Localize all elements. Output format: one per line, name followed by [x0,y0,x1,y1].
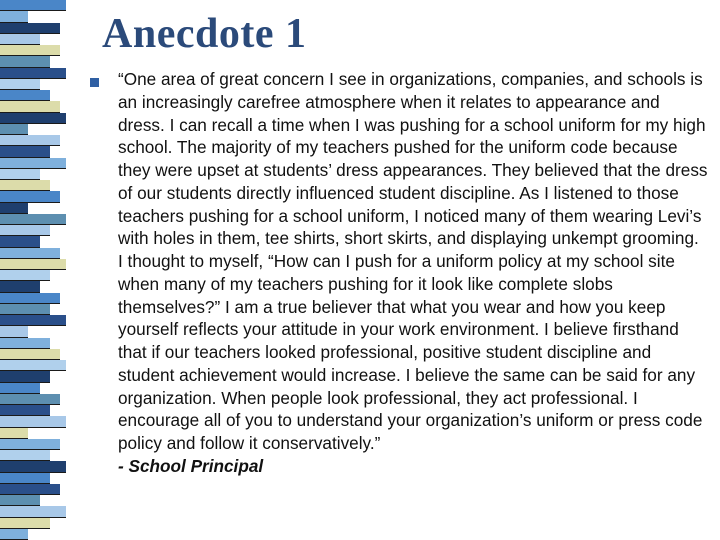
decorative-stripe [0,450,50,461]
decorative-stripe [0,101,60,112]
decorative-stripe [0,45,60,56]
decorative-stripe [0,169,40,180]
quote-attribution: - School Principal [118,455,264,476]
decorative-stripe [0,214,66,225]
decorative-stripe [0,349,60,360]
quote-body [118,68,708,478]
decorative-stripe [0,259,66,270]
decorative-stripe [0,79,40,90]
decorative-stripe [0,113,66,124]
decorative-stripe [0,0,66,11]
decorative-stripe [0,315,66,326]
decorative-stripe [0,191,60,202]
decorative-stripe [0,518,50,529]
decorative-stripe [0,338,50,349]
decorative-stripe [0,506,66,517]
decorative-stripe [0,371,50,382]
slide-title: Anecdote 1 [102,11,307,57]
decorative-stripe [0,461,66,472]
decorative-stripe [0,304,50,315]
decorative-stripe [0,394,60,405]
decorative-stripe [0,270,50,281]
decorative-stripe [0,360,66,371]
quote-text: “One area of great concern I see in organizations, companies, and schools is an increasingly carefree atmosphere when it relates to appearance and dress. I can recall a time when I was pushing for a school uniform for my high school. The majority of my teachers pushed for the uniform code because they were upset at students’ dress appearances. They believed that the dress of our students directly influenced student discipline. As I listened to those teachers pushing for a school uniform, I noticed many of them wearing Levi’s with holes in them, tee shirts, short skirts, and displaying unkempt grooming. I thought to myself, “How can I push for a uniform policy at my school site when many of my teachers pushing for it look like complete slobs themselves?” I am a true believer that what you wear and how you keep yourself reflects your attitude in your work environment. I believe firsthand that if our teachers looked professional, positive student discipline and student achievement would increase. I believe the same can be said for any organization. When people look professional, they act professional. I encourage all of you to understand your organization’s uniform or press code policy and follow it conservatively.” [118,69,708,453]
square-bullet-icon [90,78,99,87]
decorative-stripe [0,236,40,247]
decorative-stripe [0,135,60,146]
decorative-stripe [0,428,28,439]
decorative-stripe [0,248,60,259]
decorative-stripe [0,439,60,450]
decorative-stripe-bar [0,0,66,540]
decorative-stripe [0,11,28,22]
decorative-stripe [0,203,28,214]
decorative-stripe [0,180,50,191]
decorative-stripe [0,495,40,506]
decorative-stripe [0,34,40,45]
decorative-stripe [0,416,66,427]
decorative-stripe [0,124,28,135]
decorative-stripe [0,405,50,416]
decorative-stripe [0,293,60,304]
decorative-stripe [0,158,66,169]
decorative-stripe [0,225,50,236]
decorative-stripe [0,90,50,101]
decorative-stripe [0,484,60,495]
decorative-stripe [0,68,66,79]
decorative-stripe [0,146,50,157]
decorative-stripe [0,281,40,292]
decorative-stripe [0,383,40,394]
decorative-stripe [0,56,50,67]
decorative-stripe [0,473,50,484]
decorative-stripe [0,326,28,337]
decorative-stripe [0,529,28,540]
decorative-stripe [0,23,60,34]
